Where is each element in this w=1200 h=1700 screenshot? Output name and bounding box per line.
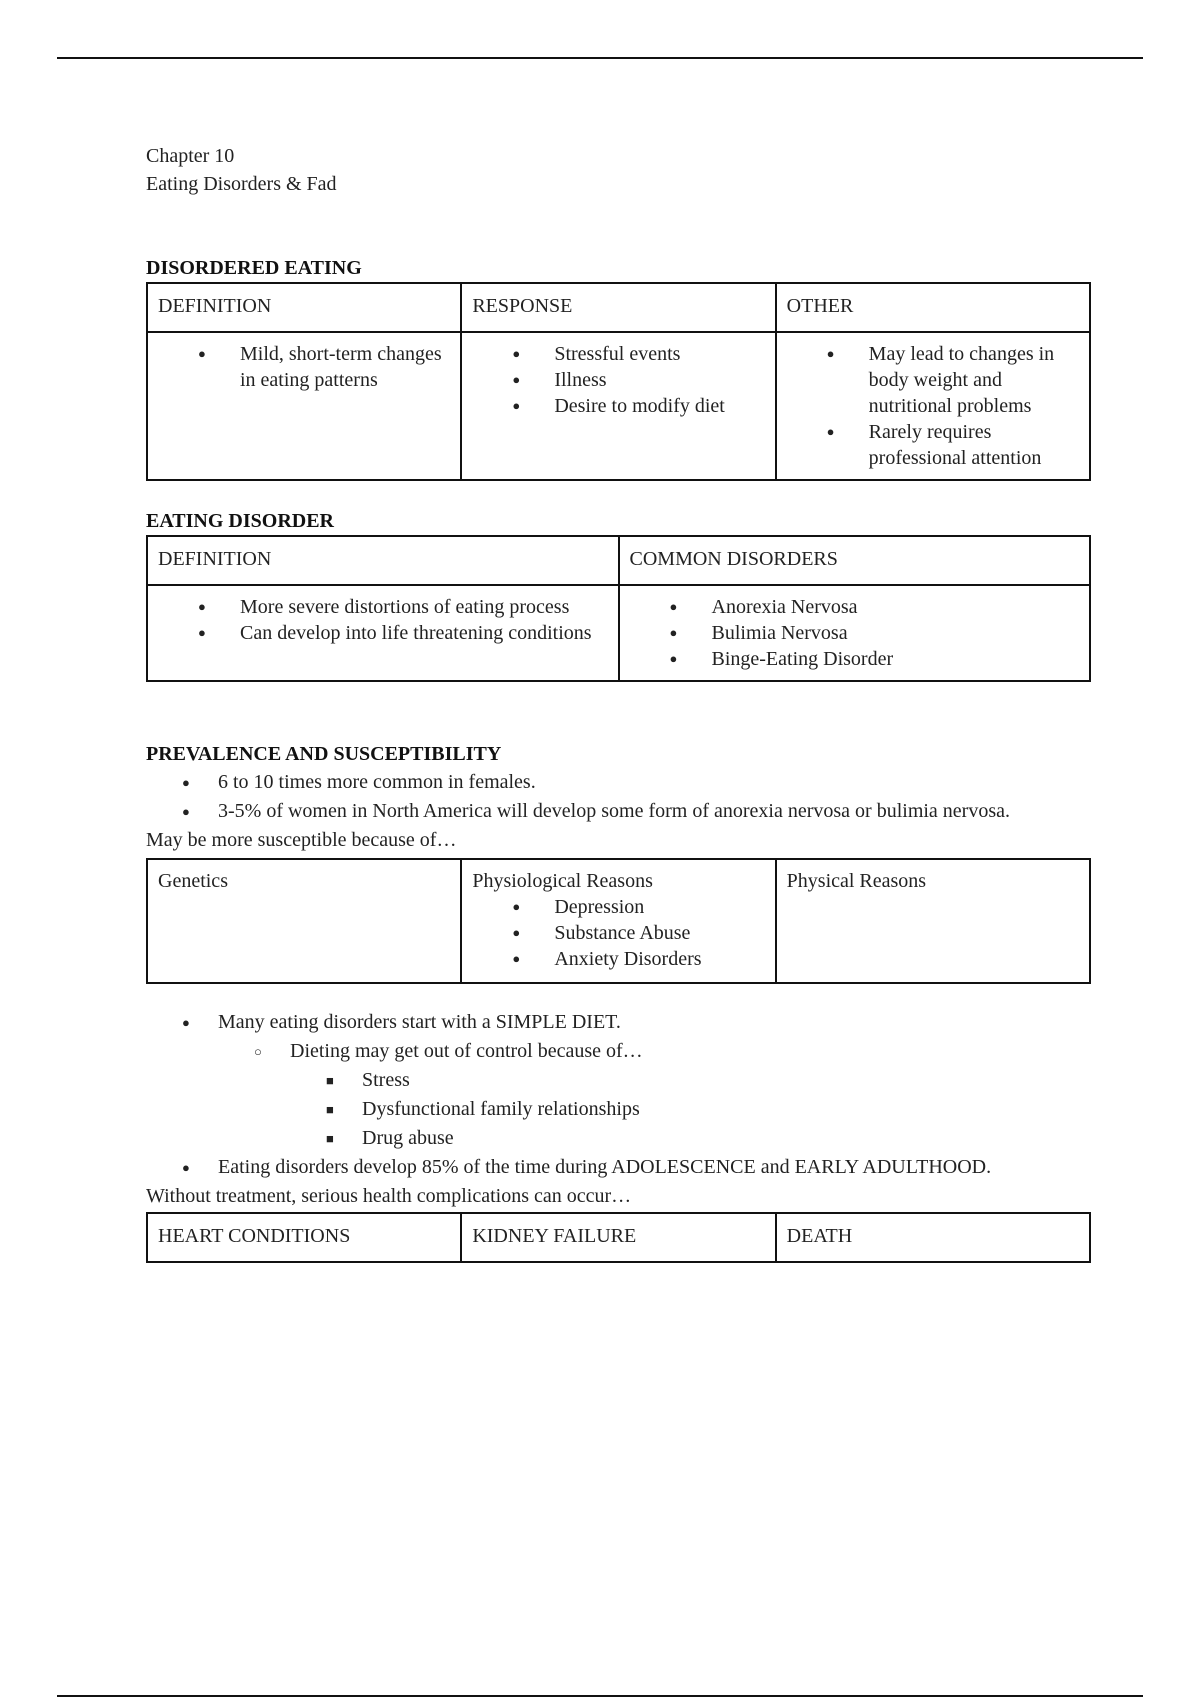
- heart-conditions-cell: HEART CONDITIONS: [147, 1213, 461, 1262]
- col-header-definition: DEFINITION: [147, 536, 619, 585]
- list-item: ● Desire to modify diet: [512, 393, 764, 419]
- page-content: [146, 142, 1096, 1263]
- list-item: ● 3-5% of women in North America will develop some form of anorexia nervosa or bulimia nervosa.: [182, 797, 1096, 826]
- list-item: ● Eating disorders develop 85% of the time during ADOLESCENCE and EARLY ADULTHOOD.: [182, 1153, 1096, 1182]
- list-item: ● Stressful events: [512, 341, 764, 367]
- other-cell: [776, 332, 1090, 480]
- common-disorders-cell: [619, 585, 1091, 681]
- death-cell: DEATH: [776, 1213, 1090, 1262]
- eating-disorder-table: [146, 535, 1091, 682]
- list-item: ■ Stress: [326, 1066, 1096, 1095]
- susceptibility-intro: May be more susceptible because of…: [146, 829, 457, 851]
- definition-cell: [147, 585, 619, 681]
- physical-cell: Physical Reasons: [776, 859, 1090, 983]
- complications-intro: Without treatment, serious health complications can occur…: [146, 1185, 632, 1207]
- disordered-eating-table: [146, 282, 1091, 481]
- susceptibility-table: [146, 858, 1091, 984]
- chapter-label: Chapter 10: [146, 145, 235, 167]
- list-item: ■ Drug abuse: [326, 1124, 1096, 1153]
- list-item: ● Mild, short-term changes in eating patterns: [198, 341, 450, 393]
- list-item: ● Can develop into life threatening conditions: [198, 620, 608, 646]
- list-item: ● Bulimia Nervosa: [670, 620, 1080, 646]
- bottom-rule: [57, 1695, 1143, 1697]
- list-item: ● Rarely requires professional attention: [827, 419, 1079, 471]
- response-cell: [461, 332, 775, 480]
- list-item: [254, 1037, 1096, 1153]
- list-item: ● More severe distortions of eating process: [198, 594, 608, 620]
- col-header-definition: DEFINITION: [147, 283, 461, 332]
- prevalence-heading: PREVALENCE AND SUSCEPTIBILITY: [146, 743, 502, 765]
- physiological-cell: [461, 859, 775, 983]
- list-item: [182, 1008, 1096, 1153]
- list-item: ● 6 to 10 times more common in females.: [182, 768, 1096, 797]
- simple-diet-text: Many eating disorders start with a SIMPLE DIET.: [218, 1011, 621, 1033]
- list-item: ■ Dysfunctional family relationships: [326, 1095, 1096, 1124]
- col-header-other: OTHER: [776, 283, 1090, 332]
- list-item: ● Anorexia Nervosa: [670, 594, 1080, 620]
- eating-disorder-heading: EATING DISORDER: [146, 510, 334, 532]
- top-rule: [57, 57, 1143, 59]
- disordered-eating-heading: DISORDERED EATING: [146, 257, 362, 279]
- complications-table: [146, 1212, 1091, 1263]
- physiological-label: Physiological Reasons: [472, 870, 653, 892]
- list-item: ● Binge-Eating Disorder: [670, 646, 1080, 672]
- col-header-response: RESPONSE: [461, 283, 775, 332]
- definition-cell: [147, 332, 461, 480]
- genetics-cell: Genetics: [147, 859, 461, 983]
- list-item: ● Depression: [512, 894, 764, 920]
- dieting-text: Dieting may get out of control because of…: [290, 1040, 643, 1062]
- list-item: ● May lead to changes in body weight and nutritional problems: [827, 341, 1079, 419]
- list-item: ● Illness: [512, 367, 764, 393]
- kidney-failure-cell: KIDNEY FAILURE: [461, 1213, 775, 1262]
- list-item: ● Anxiety Disorders: [512, 946, 764, 972]
- col-header-common-disorders: COMMON DISORDERS: [619, 536, 1091, 585]
- chapter-subtitle: Eating Disorders & Fad: [146, 173, 337, 195]
- list-item: ● Substance Abuse: [512, 920, 764, 946]
